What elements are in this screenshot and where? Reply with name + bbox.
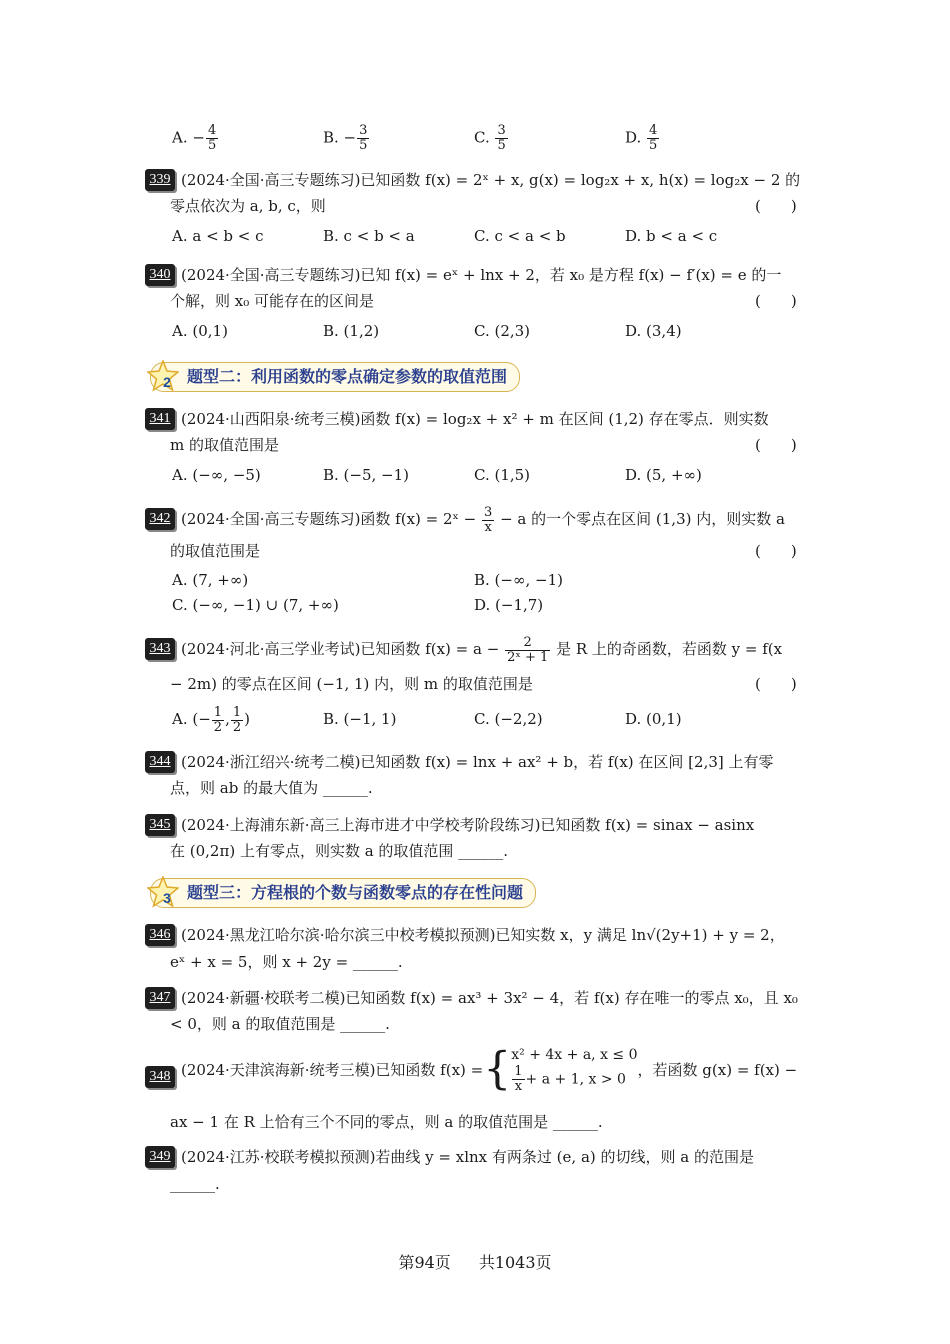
q343-answer-paren: ( ) <box>755 675 797 693</box>
q344-text-line2: 点，则 ab 的最大值为 ______. <box>170 779 373 797</box>
q340-text-line2: 个解，则 x₀ 可能存在的区间是 <box>170 292 375 310</box>
q340-text-line1: (2024·全国·高三专题练习)已知 f(x) = eˣ + lnx + 2，若 x₀ 是方程 f(x) − f′(x) = e 的一 <box>181 266 782 284</box>
q338-option-b: B. − $\frac{3}{5}$ <box>323 123 368 153</box>
q341-text-line2: m 的取值范围是 <box>170 436 279 454</box>
q346-text-line2: eˣ + x = 5，则 x + 2y = ______. <box>170 953 403 971</box>
q340-option-b: B. (1,2) <box>323 322 380 340</box>
q341-answer-paren: ( ) <box>755 436 797 454</box>
question-number-340: 340 <box>145 264 175 286</box>
section-title: 题型三：方程根的个数与函数零点的存在性问题 <box>187 883 524 902</box>
q340-option-c: C. (2,3) <box>474 322 531 340</box>
q343-text-line1: (2024·河北·高三学业考试)已知函数 f(x) = a − $\frac{2}{\text{2ˣ + 1}}$ 是 R 上的奇函数，若函数 y = f(x <box>181 634 783 665</box>
q338-option-c: C. $\frac{3}{5}$ <box>474 123 506 153</box>
section-heading-3 <box>150 878 536 908</box>
q342-option-c: C. (−∞, −1) ∪ (7, +∞) <box>172 596 339 614</box>
q341-text-line1: (2024·山西阳泉·统考三模)函数 f(x) = log₂x + x² + m 在区间 (1,2) 存在零点．则实数 <box>181 410 769 428</box>
section-number: 3 <box>163 890 171 906</box>
q345-text-line1: (2024·上海浦东新·高三上海市进才中学校考阶段练习)已知函数 f(x) = sinax − asinx <box>181 816 755 834</box>
q340-answer-paren: ( ) <box>755 292 797 310</box>
q341-option-c: C. (1,5) <box>474 466 531 484</box>
page-footer <box>0 1250 950 1273</box>
q346-text-line1: (2024·黑龙江哈尔滨·哈尔滨三中校考模拟预测)已知实数 x，y 满足 ln√(2y+1) + y = 2， <box>181 926 785 944</box>
q342-text-line1: (2024·全国·高三专题练习)函数 f(x) = 2ˣ − $\frac{3}{x}$ − a 的一个零点在区间 (1,3) 内，则实数 a <box>181 504 785 535</box>
q342-option-d: D. (−1,7) <box>474 596 544 614</box>
question-number-348: 348 <box>145 1066 175 1088</box>
section-title: 题型二：利用函数的零点确定参数的取值范围 <box>187 367 508 386</box>
q343-option-b: B. (−1, 1) <box>323 710 397 728</box>
q342-answer-paren: ( ) <box>755 542 797 560</box>
question-number-341: 341 <box>145 408 175 430</box>
q341-option-a: A. (−∞, −5) <box>172 466 261 484</box>
q338-option-d: D. $\frac{4}{5}$ <box>625 123 658 153</box>
question-number-349: 349 <box>145 1146 175 1168</box>
q343-option-c: C. (−2,2) <box>474 710 543 728</box>
q344-text-line1: (2024·浙江绍兴·统考二模)已知函数 f(x) = lnx + ax² + b，若 f(x) 在区间 [2,3] 上有零 <box>181 753 774 771</box>
question-number-339: 339 <box>145 169 175 191</box>
question-number-347: 347 <box>145 987 175 1009</box>
q347-text-line1: (2024·新疆·校联考二模)已知函数 f(x) = ax³ + 3x² − 4，若 f(x) 存在唯一的零点 x₀，且 x₀ <box>181 989 798 1007</box>
q343-option-a: A. (− $\frac{1}{2}$ , $\frac{1}{2}$ ) <box>172 704 250 735</box>
q341-option-d: D. (5, +∞) <box>625 466 702 484</box>
q339-text-line2: 零点依次为 a, b, c，则 <box>170 197 326 215</box>
q339-option-d: D. b < a < c <box>625 227 718 245</box>
question-number-343: 343 <box>145 638 175 660</box>
section-heading-2 <box>150 362 520 392</box>
q348-text-line2: ax − 1 在 R 上恰有三个不同的零点，则 a 的取值范围是 ______. <box>170 1113 603 1131</box>
q339-option-c: C. c < a < b <box>474 227 566 245</box>
q349-text-line2: ______. <box>170 1175 220 1193</box>
question-number-346: 346 <box>145 924 175 946</box>
q339-option-b: B. c < b < a <box>323 227 415 245</box>
q342-option-a: A. (7, +∞) <box>172 571 249 589</box>
question-number-342: 342 <box>145 508 175 530</box>
q343-text-line2: − 2m) 的零点在区间 (−1, 1) 内，则 m 的取值范围是 <box>170 675 533 693</box>
q338-option-a: A. − $\frac{4}{5}$ <box>172 123 217 153</box>
piecewise-cases: x² + 4x + a, x ≤ 0 $\frac{1}{x}$ + a + 1, x > 0 <box>511 1047 638 1094</box>
q342-text-line2: 的取值范围是 <box>170 542 261 560</box>
q349-text-line1: (2024·江苏·校联考模拟预测)若曲线 y = xlnx 有两条过 (e, a) 的切线，则 a 的范围是 <box>181 1148 754 1166</box>
piecewise-brace: { <box>483 1043 512 1095</box>
q342-option-b: B. (−∞, −1) <box>474 571 563 589</box>
q343-option-d: D. (0,1) <box>625 710 682 728</box>
page-number: 第94页 <box>398 1253 451 1272</box>
q347-text-line2: < 0，则 a 的取值范围是 ______. <box>170 1015 390 1033</box>
q345-text-line2: 在 (0,2π) 上有零点，则实数 a 的取值范围 ______. <box>170 842 508 860</box>
question-number-344: 344 <box>145 751 175 773</box>
total-pages: 共1043页 <box>478 1253 552 1272</box>
question-number-345: 345 <box>145 814 175 836</box>
q339-text-line1: (2024·全国·高三专题练习)已知函数 f(x) = 2ˣ + x, g(x) = log₂x + x, h(x) = log₂x − 2 的 <box>181 171 801 189</box>
q348-text-line1: (2024·天津滨海新·统考三模)已知函数 f(x) ={ x² + 4x + a, x ≤ 0 $\frac{1}{x}$ + a + 1, x > 0 ，若函数 g(x) = f(x) − <box>181 1043 798 1095</box>
q339-answer-paren: ( ) <box>755 197 797 215</box>
q340-option-d: D. (3,4) <box>625 322 682 340</box>
section-number: 2 <box>163 374 171 390</box>
q341-option-b: B. (−5, −1) <box>323 466 410 484</box>
q340-option-a: A. (0,1) <box>172 322 228 340</box>
q339-option-a: A. a < b < c <box>172 227 264 245</box>
